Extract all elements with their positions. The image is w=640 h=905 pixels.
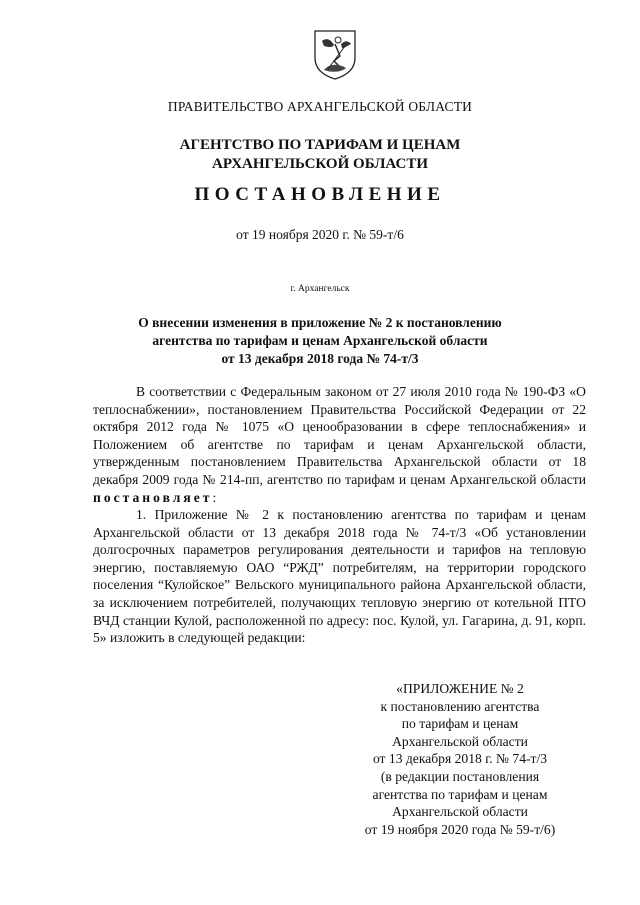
appendix-line: от 19 ноября 2020 года № 59-т/6): [364, 821, 556, 837]
appendix-line: (в редакции постановления: [380, 768, 540, 784]
subject-line1: О внесении изменения в приложение № 2 к постановлению: [138, 315, 502, 330]
decree-colon: :: [212, 489, 217, 505]
appendix-line: по тарифам и ценам: [401, 716, 519, 732]
appendix-line: от 13 декабря 2018 г. № 74-т/3: [372, 751, 548, 767]
agency-name: [0, 136, 640, 174]
city-name: г. Архангельск: [290, 284, 350, 294]
appendix-header: [340, 680, 580, 838]
appendix-line: Архангельской области: [392, 804, 528, 820]
subject-line2: агентства по тарифам и ценам Архангельской области: [152, 333, 488, 348]
document-date-number: от 19 ноября 2020 г. № 59-т/6: [236, 227, 404, 242]
preamble-paragraph: [93, 383, 586, 506]
agency-name-line2: АРХАНГЕЛЬСКОЙ ОБЛАСТИ: [212, 156, 428, 172]
appendix-line: агентства по тарифам и ценам: [372, 786, 548, 802]
document-type: ПОСТАНОВЛЕНИЕ: [194, 184, 446, 205]
appendix-line: Архангельской области: [392, 733, 528, 749]
government-name: ПРАВИТЕЛЬСТВО АРХАНГЕЛЬСКОЙ ОБЛАСТИ: [167, 99, 473, 114]
preamble-section: [93, 383, 586, 506]
clause-1-paragraph: 1. Приложение № 2 к постановлению агентства по тарифам и ценам Архангельской области от 13 декабря 2018 года № 74-т/3 «Об установлении долгосрочных параметров регулирования деятельности и тарифов на тепловую энергию, поставляемую ОАО “РЖД” потребителям, на территории городского поселения “Кулойское” Вельского муниципального района Архангельской области, за исключением потребителей, получающих тепловую энергию от котельной ПТО ВЧД станции Кулой, расположенной по адресу: пос. Кулой, ул. Гагарина, д. 91, корп. 5» изложить в следующей редакции:: [93, 507, 586, 646]
appendix-line: к постановлению агентства: [380, 698, 540, 714]
subject-line3: от 13 декабря 2018 года № 74-т/3: [221, 351, 419, 366]
clause-section: [93, 506, 586, 647]
appendix-line: «ПРИЛОЖЕНИЕ № 2: [396, 681, 524, 696]
document-subject: [0, 314, 640, 368]
preamble-text: В соответствии с Федеральным законом от 27 июля 2010 года № 190-ФЗ «О теплоснабжении», постановлением Правительства Российской Федерации от 22 октября 2012 года № 1075 «О ценообразовании в сфере теплоснабжения» и Положением об агентстве по тарифам и ценам Архангельской области, утвержденным постановлением Правительства Архангельской области от 18 декабря 2009 года № 214-пп, агентство по тарифам и ценам Архангельской области: [93, 384, 586, 487]
decree-word: постановляет: [93, 489, 213, 505]
coat-of-arms-icon: [312, 28, 358, 80]
agency-name-line1: АГЕНТСТВО ПО ТАРИФАМ И ЦЕНАМ: [179, 137, 461, 153]
